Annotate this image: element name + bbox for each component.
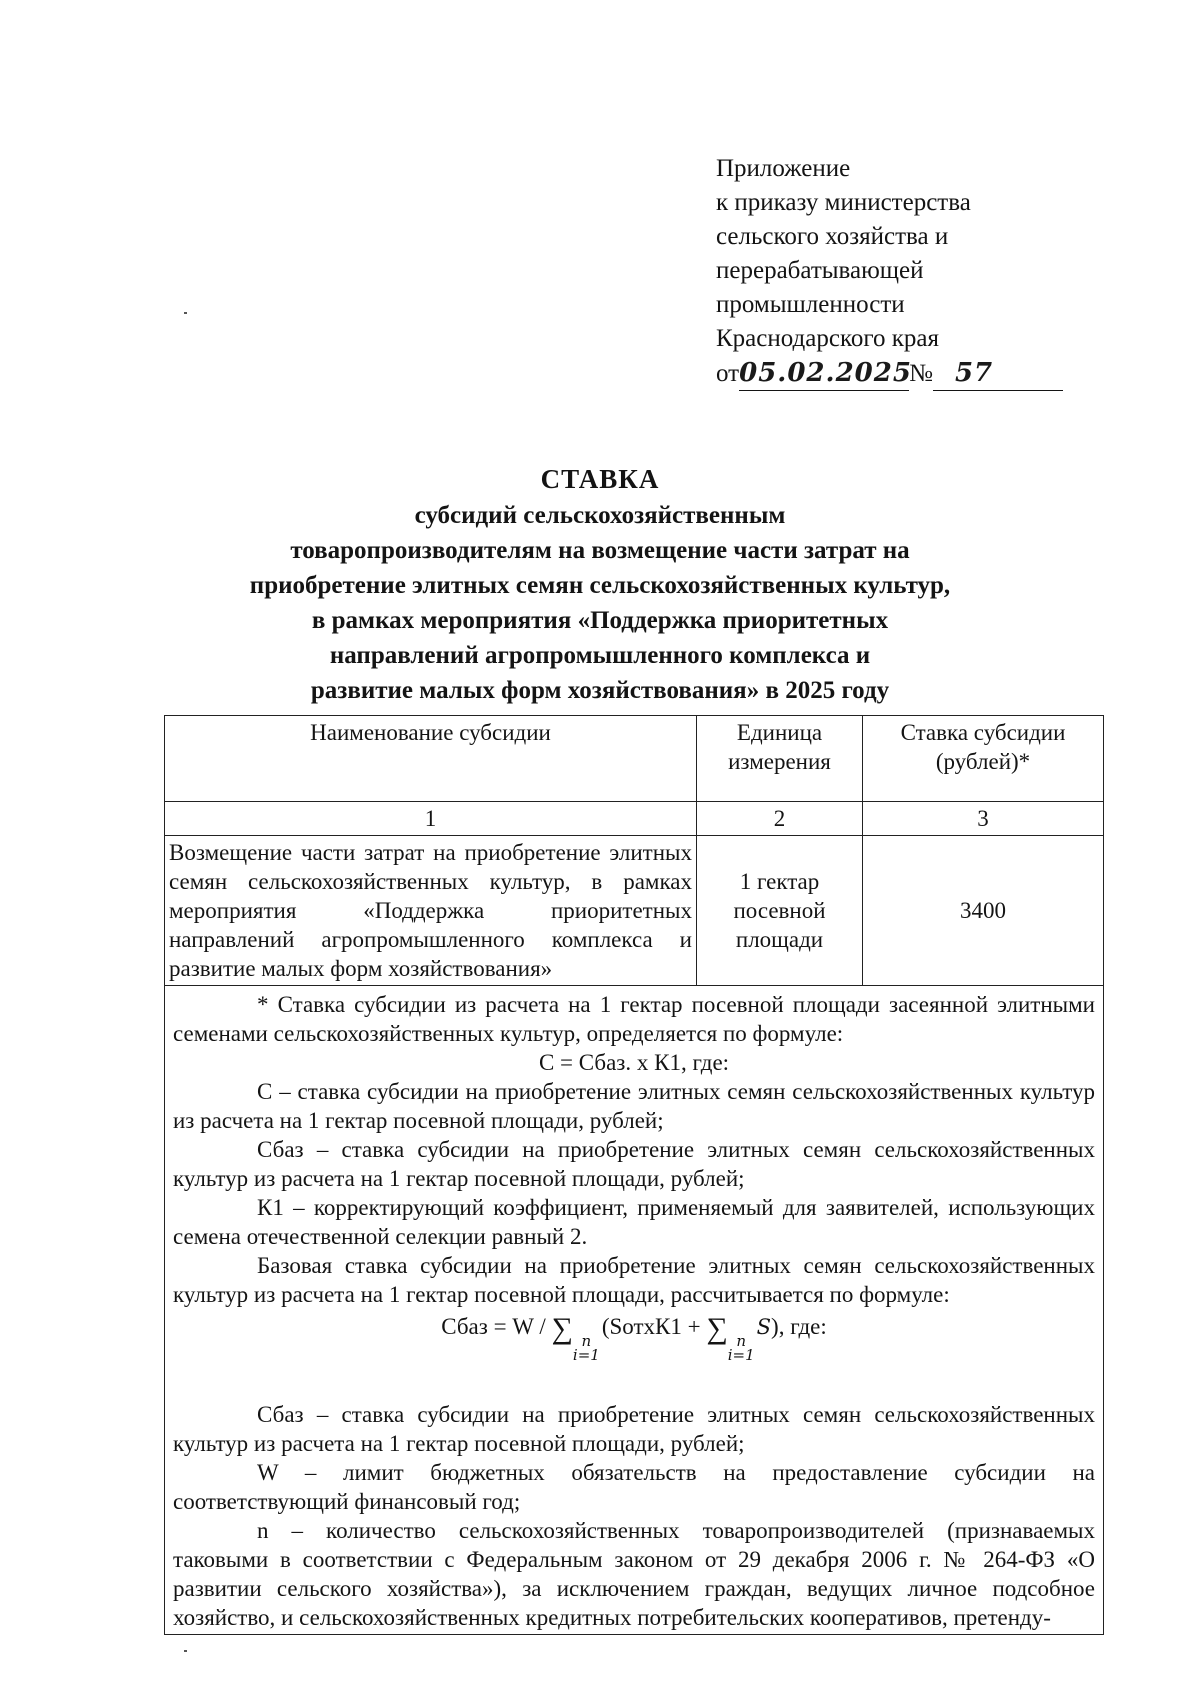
handwritten-date: 05.02.2025: [739, 356, 909, 391]
title-line: развитие малых форм хозяйствования» в 2025 году: [310, 677, 890, 704]
handwritten-number: 57: [933, 356, 1063, 391]
column-number: 2: [697, 802, 863, 836]
appendix-line: промышленности: [716, 291, 905, 318]
formula-tail: ), где:: [771, 1314, 827, 1339]
title-main: СТАВКА: [540, 464, 660, 494]
sum-symbol: ∑: [551, 1312, 573, 1345]
note-paragraph: W – лимит бюджетных обязательств на предоставление субсидии на соответствующий финансовый год;: [173, 1460, 1095, 1514]
note-paragraph: Сбаз – ставка субсидии на приобретение элитных семян сельскохозяйственных культур из расчета на 1 гектар посевной площади, рублей;: [173, 1137, 1095, 1191]
appendix-line: Приложение: [716, 155, 851, 182]
title-line: приобретение элитных семян сельскохозяйственных культур,: [249, 572, 951, 599]
appendix-block: [716, 152, 1096, 391]
notes-row: [165, 986, 1104, 1635]
scan-speck: [184, 312, 187, 314]
appendix-line: перерабатывающей: [716, 257, 924, 284]
sum-limits: [728, 1334, 755, 1362]
sum-sub: i=1: [572, 1346, 600, 1364]
formula-lhs: Сбаз = W /: [441, 1314, 552, 1339]
formula-base-rate: [173, 1312, 1095, 1362]
table-header-row: [165, 716, 1104, 802]
row-rate: 3400: [863, 836, 1104, 986]
note-paragraph: Сбаз – ставка субсидии на приобретение элитных семян сельскохозяйственных культур из расчета на 1 гектар посевной площади, рублей;: [173, 1402, 1095, 1456]
title-line: товаропроизводителям на возмещение части затрат на: [290, 537, 910, 564]
column-number: 3: [863, 802, 1104, 836]
header-unit: Единица измерения: [697, 716, 863, 802]
sum-sub: i=1: [727, 1346, 755, 1364]
table-number-row: [165, 802, 1104, 836]
appendix-line: к приказу министерства: [716, 189, 971, 216]
formula-inner-end: S: [756, 1315, 772, 1339]
scan-speck: [184, 1650, 187, 1652]
header-subsidy-name: Наименование субсидии: [165, 716, 697, 802]
notes-block: [173, 990, 1095, 1632]
table-row: [165, 836, 1104, 986]
title-line: в рамках мероприятия «Поддержка приоритетных: [311, 607, 889, 634]
appendix-line: сельского хозяйства и: [716, 223, 949, 250]
row-subsidy-name: Возмещение части затрат на приобретение элитных семян сельскохозяйственных культур, в рамках мероприятия «Поддержка приоритетных направлений агропромышленного комплекса и развитие малых форм хозяйствования»: [165, 836, 697, 986]
date-prefix: от: [716, 360, 740, 387]
column-number: 1: [165, 802, 697, 836]
formula-rate: С = Сбаз. х К1, где:: [538, 1050, 730, 1075]
sum-sup: n: [581, 1332, 592, 1350]
row-unit: 1 гектар посевной площади: [697, 836, 863, 986]
header-rate: Ставка субсидии (рублей)*: [863, 716, 1104, 802]
sum-limits: [573, 1334, 600, 1362]
date-number-row: [716, 356, 1096, 391]
note-paragraph: К1 – корректирующий коэффициент, применяемый для заявителей, использующих семена отечественной селекции равный 2.: [173, 1195, 1095, 1249]
notes-cell: [165, 986, 1104, 1635]
subsidy-table: [164, 715, 1104, 1635]
title-line: субсидий сельскохозяйственным: [414, 502, 786, 529]
appendix-line: Краснодарского края: [716, 325, 939, 352]
title-line: направлений агропромышленного комплекса и: [329, 642, 871, 669]
note-paragraph: С – ставка субсидии на приобретение элитных семян сельскохозяйственных культур из расчета на 1 гектар посевной площади, рублей;: [173, 1079, 1095, 1133]
subsidy-table-wrapper: [164, 715, 1103, 1635]
note-paragraph: Базовая ставка субсидии на приобретение элитных семян сельскохозяйственных культур из расчета на 1 гектар посевной площади, рассчитывается по формуле:: [173, 1253, 1095, 1307]
sum-symbol: ∑: [706, 1312, 728, 1345]
note-paragraph: * Ставка субсидии из расчета на 1 гектар посевной площади засеянной элитными семенами сельскохозяйственных культур, определяется по формуле:: [173, 992, 1095, 1046]
document-title: [150, 460, 1050, 708]
formula-inner: (SотхК1 +: [601, 1314, 707, 1339]
note-paragraph: n – количество сельскохозяйственных товаропроизводителей (признаваемых таковыми в соответствии с Федеральным законом от 29 декабря 2006 г. № 264-ФЗ «О развитии сельского хозяйства»), за исключением граждан, ведущих личное подсобное хозяйство, и сельскохозяйственных кредитных потребительских кооперативов, претенду-: [173, 1518, 1095, 1630]
number-label: №: [909, 360, 933, 387]
sum-sup: n: [736, 1332, 747, 1350]
